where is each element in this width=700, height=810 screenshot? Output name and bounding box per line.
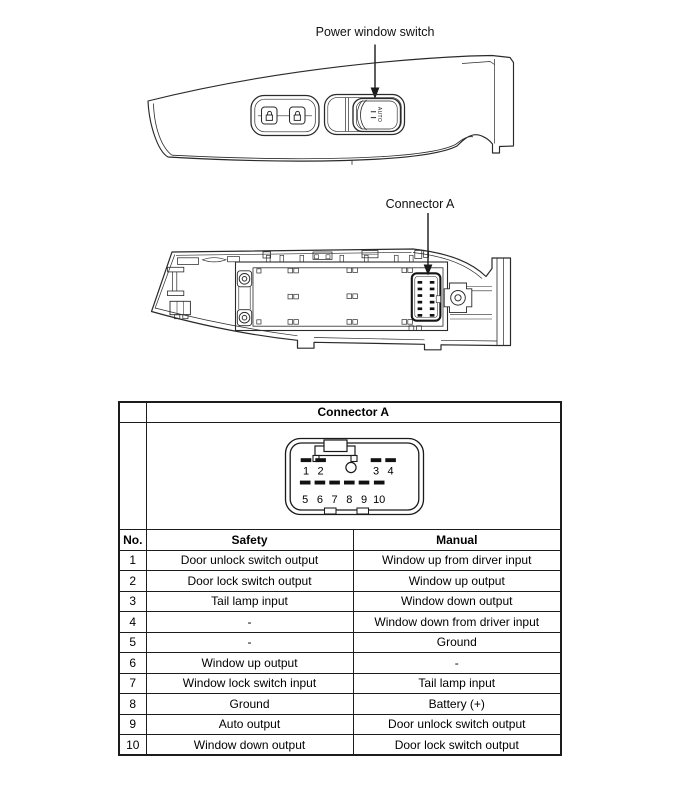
pin-manual: Window up from dirver input xyxy=(353,550,561,571)
svg-text:8: 8 xyxy=(345,494,353,506)
pin-numbers-bottom xyxy=(302,494,385,506)
pin-no: 8 xyxy=(119,694,146,715)
pointer-arrow-power-window-switch xyxy=(371,45,380,100)
svg-text:4: 4 xyxy=(387,465,394,478)
pin-safety: - xyxy=(146,612,353,633)
pin-no: 6 xyxy=(119,653,146,674)
connector-a-pinout-table xyxy=(118,401,562,756)
power-window-switch-label: Power window switch xyxy=(315,25,435,39)
pin-safety: - xyxy=(146,632,353,653)
table-row xyxy=(119,735,561,756)
pin-no: 2 xyxy=(119,571,146,592)
pin-manual: Window down from driver input xyxy=(353,612,561,633)
pin-safety: Door unlock switch output xyxy=(146,550,353,571)
svg-text:7: 7 xyxy=(331,494,338,506)
svg-text:3: 3 xyxy=(372,465,379,478)
pin-safety: Tail lamp input xyxy=(146,591,353,612)
pin-manual: Battery (+) xyxy=(353,694,561,715)
pin-manual: Tail lamp input xyxy=(353,673,561,694)
screw-boss xyxy=(237,310,251,326)
left-bracket xyxy=(168,267,191,318)
empty-cell xyxy=(119,422,146,529)
pin-safety: Window down output xyxy=(146,735,353,756)
power-window-switch xyxy=(325,95,405,135)
svg-text:5: 5 xyxy=(301,494,309,506)
screw-plate xyxy=(444,283,472,313)
table-row xyxy=(119,673,561,694)
pin-no: 7 xyxy=(119,673,146,694)
col-header-safety: Safety xyxy=(146,529,353,550)
pin-safety: Ground xyxy=(146,694,353,715)
svg-text:10: 10 xyxy=(372,494,386,506)
table-title: Connector A xyxy=(146,402,561,422)
col-header-no: No. xyxy=(119,529,146,550)
pin-no: 5 xyxy=(119,632,146,653)
pin-safety: Window lock switch input xyxy=(146,673,353,694)
panel-outline xyxy=(148,56,514,162)
connector-a-label: Connector A xyxy=(385,197,455,211)
table-row xyxy=(119,632,561,653)
table-row xyxy=(119,591,561,612)
door-lock-switch xyxy=(251,96,319,136)
pin-manual: Door lock switch output xyxy=(353,735,561,756)
screw-boss xyxy=(237,271,251,287)
pin-no: 3 xyxy=(119,591,146,612)
pin-safety: Window up output xyxy=(146,653,353,674)
connector-a-shape xyxy=(412,273,441,320)
pin-safety: Door lock switch output xyxy=(146,571,353,592)
pin-manual: Door unlock switch output xyxy=(353,714,561,735)
pin-manual: - xyxy=(353,653,561,674)
table-row xyxy=(119,694,561,715)
table-row xyxy=(119,550,561,571)
pin-no: 9 xyxy=(119,714,146,735)
pointer-arrow-connector-a xyxy=(424,213,433,276)
pin-manual: Window down output xyxy=(353,591,561,612)
table-row xyxy=(119,612,561,633)
svg-text:9: 9 xyxy=(360,494,367,506)
pin-safety: Auto output xyxy=(146,714,353,735)
pin-terminals-bottom xyxy=(300,481,385,485)
rib-ticks xyxy=(267,255,414,262)
pin-manual: Window up output xyxy=(353,571,561,592)
table-row xyxy=(119,571,561,592)
table-row xyxy=(119,653,561,674)
housing-details xyxy=(257,268,422,331)
svg-text:6: 6 xyxy=(316,494,323,506)
pin-no: 4 xyxy=(119,612,146,633)
svg-text:2: 2 xyxy=(317,465,324,478)
pin-no: 10 xyxy=(119,735,146,756)
power-window-switch-side-view xyxy=(130,40,570,185)
table-row xyxy=(119,714,561,735)
connector-a-face-diagram xyxy=(147,423,560,528)
connector-face-cell xyxy=(146,422,561,529)
center-hole xyxy=(346,462,356,472)
switch-back-view xyxy=(130,210,570,370)
col-header-manual: Manual xyxy=(353,529,561,550)
pin-no: 1 xyxy=(119,550,146,571)
auto-label: AUTO xyxy=(375,106,382,123)
pin-manual: Ground xyxy=(353,632,561,653)
svg-text:1: 1 xyxy=(302,465,309,478)
empty-corner-cell xyxy=(119,402,146,422)
